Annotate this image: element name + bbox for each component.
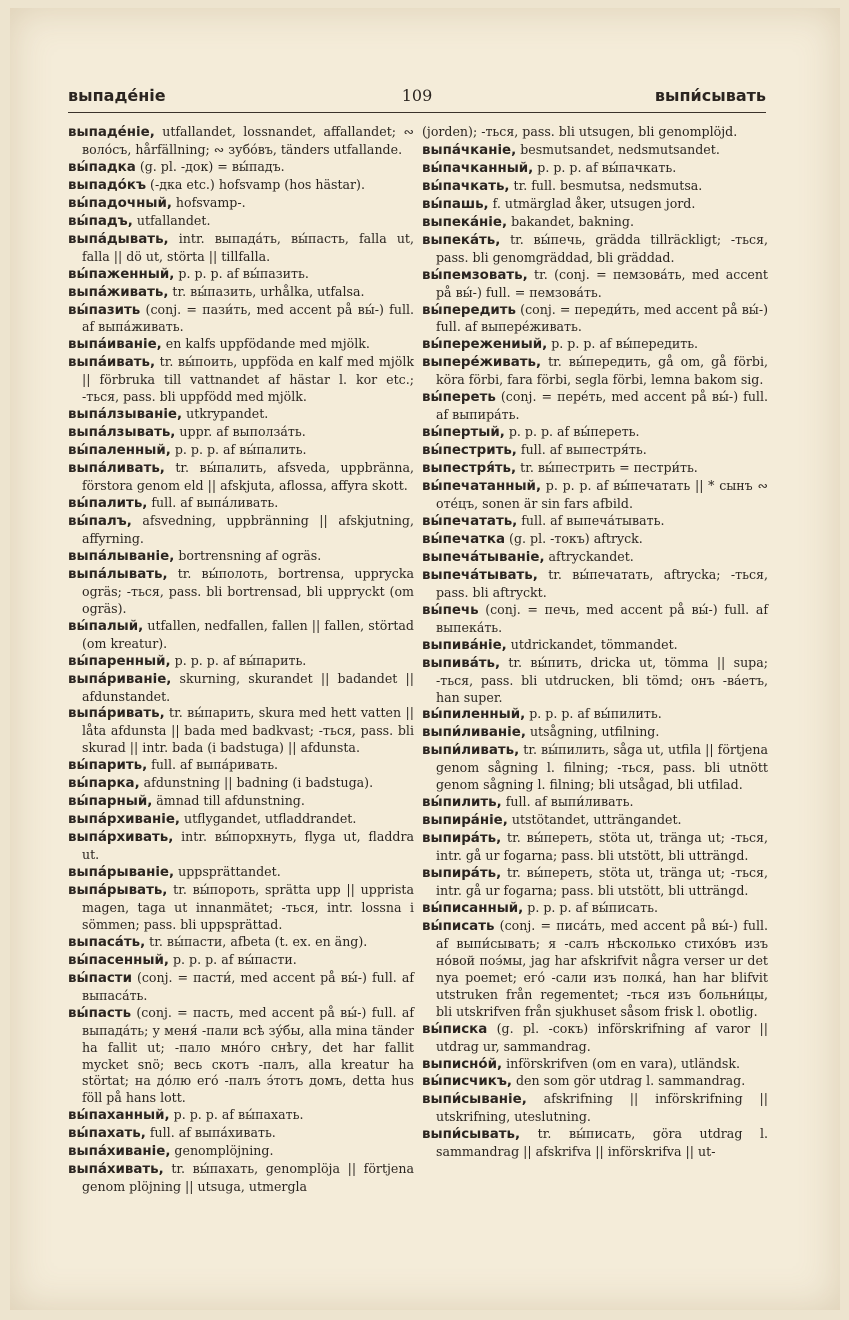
entry-definition: p. p. p. af вы́пазить. [174, 265, 309, 281]
entry-headword: вы́палый, [68, 618, 144, 634]
dictionary-entry [68, 864, 414, 882]
entry-definition: p. p. p. af вы́печатать || * сынъ ∾ оте́цъ, sonen är sin fars afbild. [436, 478, 768, 512]
entry-definition: p. p. p. af вы́пачкать. [533, 159, 677, 175]
entry-definition: (-дка etc.) hofsvamp (hos hästar). [146, 176, 365, 192]
entry-definition: utfallandet, lossnandet, affallandet; ∾ воло́съ, hårfällning; ∾ зубо́въ, tänders utfallande. [82, 124, 414, 157]
entry-definition: aftryckandet. [544, 548, 634, 564]
dictionary-entry [68, 882, 414, 934]
entry-headword: выпи́сываніе, [422, 1092, 527, 1108]
entry-headword: вы́пережениый, [422, 337, 548, 353]
entry-headword: выпива́ть, [422, 655, 501, 671]
entry-definition: utstötandet, utträngandet. [507, 812, 682, 828]
left-guide-word: выпаде́ніе [68, 86, 166, 105]
entry-definition: införskrifven (om en vara), utländsk. [502, 1055, 741, 1071]
dictionary-entry [422, 1056, 768, 1074]
dictionary-entry [68, 177, 414, 195]
dictionary-entry [68, 757, 414, 775]
entry-headword: вы́писчикъ, [422, 1074, 512, 1090]
entry-headword: выпа́лывать, [68, 566, 168, 582]
dictionary-entry [422, 531, 768, 549]
dictionary-entry [422, 142, 768, 160]
dictionary-entry [68, 793, 414, 811]
dictionary-entry [68, 1107, 414, 1125]
entry-definition: tr. вы́пить, dricka ut, tömma || supa; -ться, pass. bli utdrucken, bli tömd; онъ -ва́етъ, han super. [436, 654, 768, 705]
dictionary-entry [68, 513, 414, 548]
entry-definition: utsågning, utfilning. [525, 724, 660, 740]
dictionary-entry [422, 706, 768, 724]
entry-definition: full. af выпи́ливать. [501, 794, 634, 810]
dictionary-entry [422, 900, 768, 918]
dictionary-entry [422, 865, 768, 900]
dictionary-entry [422, 830, 768, 865]
entry-headword: выпира́ніе, [422, 813, 508, 829]
dictionary-entry [68, 495, 414, 513]
entry-headword: выпа́рывать, [68, 882, 168, 898]
entry-headword: вы́писанный, [422, 900, 524, 916]
entry-definition: full. af выпа́хивать. [145, 1125, 276, 1141]
dictionary-entry [68, 195, 414, 213]
entry-definition: tr. вы́писать, göra utdrag l. sammandrag || afskrifva || införskrifva || ut- [436, 1126, 768, 1160]
entry-headword: выпи́ливать, [422, 743, 520, 759]
entry-definition: tr. вы́печь, grädda tillräckligt; -ться, pass. bli genomgräddad, bli gräddad. [436, 231, 768, 265]
dictionary-entry [422, 354, 768, 389]
entry-headword: вы́паженный, [68, 266, 175, 282]
entry-headword: вы́переть [422, 390, 496, 406]
entry-headword: вы́пасти [68, 970, 132, 986]
entry-definition: tr. вы́передить, gå om, gå förbi, köra förbi, fara förbi, segla förbi, lemna bakom sig. [436, 354, 768, 388]
entry-definition: p. p. p. af вы́пилить. [525, 706, 662, 722]
dictionary-entry [422, 424, 768, 442]
dictionary-entry [68, 653, 414, 671]
dictionary-entry [68, 705, 414, 757]
dictionary-entry [68, 566, 414, 618]
entry-headword: вы́пачканный, [422, 160, 534, 176]
entry-headword: вы́пасенный, [68, 952, 169, 968]
entry-definition: intr. выпада́ть, вы́пасть, falla ut, falla || dö ut, störta || tillfalla. [82, 230, 414, 264]
dictionary-entry [68, 618, 414, 653]
dictionary-entry [422, 1126, 768, 1161]
entry-definition: genomplöjning. [170, 1143, 274, 1159]
dictionary-entry [68, 1143, 414, 1161]
entry-definition: (conj. = писа́ть, med accent på вы́-) full. af выпи́сывать; я -салъ нѣсколько стихо́въ изъ но́вой поэ́мы, jag har afskrifvit några verser ur det nya poemet; его́ -сали изъ полка́, han har blifvit utstruken från regementet; -ться изъ больни́цы, bli utskrifven från sjukhuset såsom frisk l. obotlig. [436, 917, 768, 1019]
dictionary-entry [422, 160, 768, 178]
entry-definition: (conj. = пасть, med accent på вы́-) full. af выпада́ть; у меня́ -пали всѣ зу́бы, alla mina tänder ha fallit ut; -пало мно́го снѣгу, det har fallit mycket snö; весь скотъ -палъ, alla kreatur ha störtat; на до́лю его́ -палъ э́тотъ домъ, detta hus föll på hans lott. [82, 1004, 414, 1106]
dictionary-entry [68, 354, 414, 406]
entry-definition: f. utmärglad åker, utsugen jord. [488, 195, 696, 211]
entry-headword: выпаса́ть, [68, 934, 146, 950]
entry-definition: (g. pl. -док) = вы́падъ. [135, 158, 285, 174]
entry-definition: afsvedning, uppbränning || afskjutning, affyrning. [82, 512, 414, 546]
dictionary-entry [68, 460, 414, 495]
entry-definition: tr. вы́пилить, såga ut, utfila || förtjena genom sågning l. filning; -ться, pass. bli utnött genom sågning l. filning; bli utsågad, bli utfilad. [436, 742, 768, 793]
entry-definition: (conj. = печь, med accent på вы́-) full. af выпека́ть. [436, 601, 768, 635]
dictionary-entry [68, 442, 414, 460]
dictionary-entry [68, 1005, 414, 1108]
entry-headword: выпестря́ть, [422, 461, 517, 477]
entry-definition: den som gör utdrag l. sammandrag. [511, 1073, 746, 1089]
entry-headword: вы́передить [422, 302, 517, 318]
entry-headword: вы́пилить, [422, 795, 502, 811]
entry-definition: utfallen, nedfallen, fallen || fallen, störtad (om kreatur). [82, 617, 414, 651]
entry-definition: skurning, skurandet || badandet || afdunstandet. [82, 670, 414, 704]
entry-headword: вы́пертый, [422, 425, 505, 441]
entry-headword: выпа́дывать, [68, 231, 169, 247]
dictionary-entry [68, 811, 414, 829]
dictionary-entry [68, 406, 414, 424]
entry-definition: (conj. = пере́ть, med accent på вы́-) full. af выпира́ть. [436, 389, 768, 423]
entry-headword: вы́пахать, [68, 1126, 146, 1142]
entry-headword: вы́паренный, [68, 653, 171, 669]
dictionary-entry [68, 1161, 414, 1196]
entry-headword: выпира́ть, [422, 831, 502, 847]
entry-headword: выпадо́къ [68, 177, 147, 193]
entry-definition: en kalfs uppfödande med mjölk. [161, 336, 370, 352]
dictionary-entry [68, 336, 414, 354]
entry-headword: вы́падочный, [68, 195, 172, 211]
entry-definition: utdrickandet, tömmandet. [506, 636, 678, 652]
dictionary-entry [422, 178, 768, 196]
dictionary-entry [422, 124, 768, 142]
entry-definition: tr. вы́парить, skura med hett vatten || låta afdunsta || bada med badkvast; -ться, pass. bli skurad || intr. bada (i badstuga) || afdunsta. [82, 705, 414, 756]
entry-headword: выпа́рхивать, [68, 830, 174, 846]
entry-headword: вы́пазить [68, 302, 141, 318]
dictionary-entry [422, 602, 768, 637]
entry-definition: tr. вы́полоть, bortrensa, upprycka ogräs; -ться, pass. bli bortrensad, bli uppryckt (om ogräs). [82, 565, 414, 616]
entry-definition: tr. (conj. = пемзова́ть, med accent på вы́-) full. = пемзова́ть. [436, 266, 768, 300]
dictionary-entry [422, 655, 768, 707]
dictionary-entry [68, 952, 414, 970]
dictionary-entry [68, 829, 414, 864]
dictionary-entry [68, 124, 414, 159]
entry-definition: p. p. p. af вы́парить. [170, 652, 307, 668]
entry-definition: tr. вы́пасти, afbeta (t. ex. en äng). [145, 933, 368, 949]
entry-definition: (conj. = пасти́, med accent på вы́-) full. af выпаса́ть. [82, 969, 414, 1003]
entry-headword: вы́печь [422, 602, 479, 618]
entry-headword: вы́парить, [68, 758, 148, 774]
dictionary-entry [68, 934, 414, 952]
entry-definition: uppr. af выполза́ть. [175, 424, 306, 440]
entry-headword: выписно́й, [422, 1056, 503, 1072]
entry-definition: full. af выпеча́тывать. [517, 512, 665, 528]
entry-definition: afskrifning || införskrifning || utskrifning, uteslutning. [436, 1091, 768, 1125]
entry-definition: p. p. p. af вы́пахать. [169, 1107, 304, 1123]
entry-definition: ämnad till afdunstning. [152, 793, 305, 809]
dictionary-page [10, 8, 840, 1310]
entry-headword: вы́писка [422, 1021, 488, 1037]
entry-headword: выпа́ливать, [68, 461, 165, 477]
entry-definition: tr. вы́переть, stöta ut, tränga ut; -ться, intr. gå ur fogarna; pass. bli utstött, bli utträngd. [436, 865, 768, 898]
dictionary-entry [422, 918, 768, 1021]
dictionary-entry [422, 794, 768, 812]
entry-headword: выпи́сывать, [422, 1127, 521, 1143]
entry-headword: вы́пемзовать, [422, 267, 528, 283]
entry-definition: (conj. = пази́ть, med accent på вы́-) full. af выпа́живать. [82, 301, 414, 335]
dictionary-entry [422, 232, 768, 267]
entry-definition: tr. вы́пахать, genomplöja || förtjena genom plöjning || utsuga, utmergla [82, 1161, 414, 1195]
entry-headword: выпека́ніе, [422, 214, 508, 230]
entry-headword: выпека́ть, [422, 232, 501, 248]
page-header [68, 84, 766, 113]
dictionary-entry [422, 267, 768, 302]
entry-headword: вы́пачкать, [422, 178, 510, 194]
entry-headword: выпа́риваніе, [68, 671, 172, 687]
dictionary-entry [422, 214, 768, 232]
dictionary-entry [422, 812, 768, 830]
dictionary-entry [422, 1021, 768, 1056]
entry-headword: вы́паленный, [68, 443, 171, 459]
entry-definition: afdunstning || badning (i badstuga). [139, 775, 374, 791]
entry-headword: вы́печатка [422, 531, 506, 547]
entry-headword: выпеча́тывать, [422, 567, 538, 583]
dictionary-entry [68, 424, 414, 442]
entry-headword: выпа́рхиваніе, [68, 812, 180, 828]
right-guide-word: выпи́сывать [654, 86, 766, 105]
entry-headword: выпа́иваніе, [68, 337, 162, 353]
dictionary-entry [422, 742, 768, 794]
dictionary-entry [422, 1073, 768, 1091]
entry-headword: выпа́лываніе, [68, 548, 175, 564]
entry-definition: intr. вы́порхнуть, flyga ut, fladdra ut. [82, 829, 414, 863]
entry-headword: выпере́живать, [422, 355, 542, 371]
dictionary-entry [422, 196, 768, 214]
entry-definition: (g. pl. -токъ) aftryck. [505, 530, 643, 546]
entry-headword: выпа́живать, [68, 284, 169, 300]
dictionary-entry [68, 213, 414, 231]
entry-headword: вы́палъ, [68, 513, 132, 529]
entry-headword: выпира́ть, [422, 866, 502, 882]
entry-definition: (g. pl. -сокъ) införskrifning af varor || utdrag ur, sammandrag. [436, 1020, 768, 1054]
entry-definition: besmutsandet, nedsmutsandet. [516, 141, 720, 157]
entry-definition: (conj. = переди́ть, med accent på вы́-) full. af выпере́живать. [436, 301, 768, 335]
entry-headword: вы́пиленный, [422, 707, 526, 723]
entry-headword: вы́пестрить, [422, 443, 517, 459]
dictionary-entry [68, 970, 414, 1005]
entry-definition: bortrensning af ogräs. [174, 547, 322, 563]
entry-headword: выпа́лзывать, [68, 425, 176, 441]
right-column [422, 124, 768, 1161]
entry-headword: вы́печатать, [422, 513, 518, 529]
entry-definition: tr. вы́пестрить = пестри́ть. [516, 460, 698, 476]
dictionary-entry [68, 671, 414, 706]
entry-headword: вы́палить, [68, 496, 148, 512]
entry-definition: p. p. p. af вы́палить. [170, 442, 307, 458]
entry-headword: выпа́лзываніе, [68, 407, 183, 423]
dictionary-entry [68, 1125, 414, 1143]
entry-headword: вы́падка [68, 159, 136, 175]
entry-headword: выпива́ніе, [422, 637, 507, 653]
dictionary-entry [68, 159, 414, 177]
entry-headword: вы́падъ, [68, 213, 133, 229]
entry-definition: full. af выпа́ливать. [147, 495, 279, 511]
entry-headword: выпа́ивать, [68, 355, 156, 371]
left-column [68, 124, 414, 1196]
entry-headword: вы́пашь, [422, 196, 489, 212]
entry-headword: вы́писать [422, 918, 495, 934]
entry-definition: bakandet, bakning. [507, 213, 634, 229]
entry-definition: utkrypandet. [182, 406, 269, 422]
entry-headword: выпа́чканіе, [422, 142, 517, 158]
dictionary-entry [68, 284, 414, 302]
dictionary-entry [422, 1091, 768, 1126]
entry-headword: вы́парный, [68, 794, 153, 810]
dictionary-entry [68, 231, 414, 266]
entry-definition: (jorden); -ться, pass. bli utsugen, bli genomplöjd. [422, 124, 738, 139]
entry-headword: вы́пасть [68, 1005, 132, 1021]
entry-definition: tr. вы́пазить, urhålka, utfalsa. [168, 283, 365, 299]
entry-definition: utflygandet, utfladdrandet. [180, 811, 357, 827]
dictionary-entry [422, 513, 768, 531]
entry-headword: выпи́ливаніе, [422, 725, 526, 741]
entry-headword: выпа́хивать, [68, 1162, 164, 1178]
entry-headword: вы́паханный, [68, 1108, 170, 1124]
entry-definition: tr. вы́палить, afsveda, uppbränna, förstora genom eld || afskjuta, aflossa, affyra skott. [82, 460, 414, 494]
entry-definition: tr. вы́переть, stöta ut, tränga ut; -ться, intr. gå ur fogarna; pass. bli utstött, bli utträngd. [436, 830, 768, 864]
dictionary-entry [422, 302, 768, 337]
dictionary-entry [68, 266, 414, 284]
dictionary-entry [422, 549, 768, 567]
dictionary-entry [422, 389, 768, 424]
entry-definition: uppsprättandet. [174, 864, 281, 880]
dictionary-entry [422, 460, 768, 478]
dictionary-entry [422, 567, 768, 602]
entry-headword: выпа́хиваніе, [68, 1144, 171, 1160]
entry-definition: full. af выпа́ривать. [147, 757, 279, 773]
entry-definition: tr. вы́пороть, sprätta upp || upprista magen, taga ut innanmätet; -ться, intr. lossna i sömmen; pass. bli uppsprättad. [82, 881, 414, 932]
dictionary-entry [68, 548, 414, 566]
dictionary-entry [422, 637, 768, 655]
dictionary-entry [422, 336, 768, 354]
entry-definition: p. p. p. af вы́переть. [504, 424, 640, 440]
entry-definition: tr. full. besmutsa, nedsmutsa. [509, 177, 703, 193]
entry-definition: p. p. p. af вы́пасти. [168, 951, 297, 967]
entry-headword: выпаде́ніе, [68, 125, 155, 140]
entry-definition: p. p. p. af вы́писать. [523, 899, 658, 915]
entry-headword: выпа́ривать, [68, 706, 165, 722]
entry-headword: вы́парка, [68, 776, 140, 792]
dictionary-entry [422, 724, 768, 742]
entry-definition: p. p. p. af вы́передить. [547, 336, 699, 352]
entry-definition: tr. вы́печатать, aftrycka; -ться, pass. bli aftryckt. [436, 566, 768, 600]
page-number: 109 [401, 86, 433, 105]
entry-definition: hofsvamp-. [171, 194, 246, 210]
dictionary-entry [68, 302, 414, 337]
dictionary-entry [422, 442, 768, 460]
entry-definition: full. af выпестря́ть. [516, 442, 647, 458]
entry-definition: tr. вы́поить, uppföda en kalf med mjölk || förbruka till vattnandet af hästar l. kor etc.; -ться, pass. bli uppfödd med mjölk. [82, 354, 414, 405]
entry-headword: вы́печатанный, [422, 479, 542, 495]
entry-headword: выпеча́тываніе, [422, 549, 545, 565]
entry-headword: выпа́рываніе, [68, 865, 175, 881]
dictionary-entry [422, 478, 768, 513]
dictionary-entry [68, 775, 414, 793]
entry-definition: utfallandet. [132, 212, 211, 228]
